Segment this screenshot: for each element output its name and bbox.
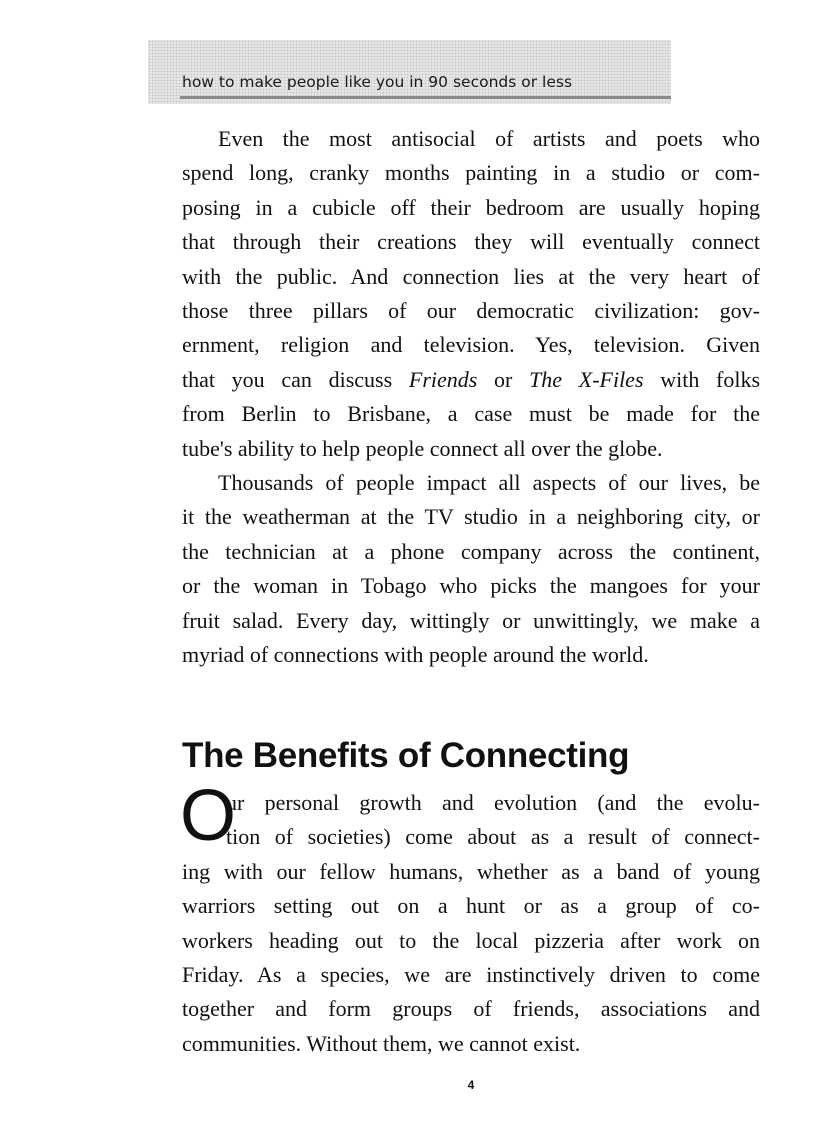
text-line: myriad of connections with people around the world.: [182, 641, 649, 667]
text-fragment: or: [494, 366, 513, 392]
running-head: how to make people like you in 90 seconds or less: [182, 73, 573, 91]
text-line: ing with our fellow humans, whether as a band of young: [182, 858, 760, 884]
running-head-band: [148, 40, 671, 104]
drop-cap: O: [180, 776, 237, 856]
title-friends: Friends: [408, 366, 478, 392]
text-line: Thousands of people impact all aspects of our lives, be: [218, 470, 760, 495]
text-line: communities. Without them, we cannot exist.: [182, 1030, 581, 1056]
text-fragment: with folks: [660, 366, 761, 392]
text-line: with the public. And connection lies at the very heart of: [182, 263, 760, 289]
text-line: posing in a cubicle off their bedroom are usually hoping: [182, 194, 760, 220]
text-line: warriors setting out on a hunt or as a group of co-: [182, 893, 760, 919]
text-line: spend long, cranky months painting in a studio or com-: [182, 160, 760, 186]
text-line: those three pillars of our democratic civilization: gov-: [182, 297, 760, 323]
paragraph-3: [182, 786, 760, 1061]
text-line: Friday. As a species, we are instinctively driven to come: [182, 961, 760, 987]
text-line: workers heading out to the local pizzeria after work on: [182, 927, 760, 953]
text-line: or the woman in Tobago who picks the mangoes for your: [182, 573, 760, 599]
text-line: together and form groups of friends, associations and: [182, 996, 760, 1022]
text-fragment: that you can discuss: [182, 366, 393, 392]
text-line: that through their creations they will eventually connect: [182, 229, 760, 255]
paragraph-2: [182, 466, 760, 672]
paragraph-1: [182, 122, 760, 466]
text-line: the technician at a phone company across the continent,: [182, 538, 760, 564]
text-line: Even the most antisocial of artists and poets who: [218, 126, 760, 151]
text-line: it the weatherman at the TV studio in a neighboring city, or: [182, 504, 760, 530]
running-head-rule: [180, 96, 671, 99]
text-line: fruit salad. Every day, wittingly or unwittingly, we make a: [182, 607, 760, 633]
section-heading: The Benefits of Connecting: [182, 736, 630, 775]
text-line-with-titles: [182, 363, 760, 397]
text-line: tion of societies) come about as a result of connect-: [226, 824, 760, 850]
text-line: ur personal growth and evolution (and the evolu-: [226, 790, 760, 815]
text-line: ernment, religion and television. Yes, television. Given: [182, 332, 760, 358]
text-line: from Berlin to Brisbane, a case must be made for the: [182, 401, 760, 427]
title-x-files: The X-Files: [529, 366, 644, 392]
page-number: 4: [467, 1078, 475, 1092]
text-line: tube's ability to help people connect all over the globe.: [182, 435, 663, 461]
